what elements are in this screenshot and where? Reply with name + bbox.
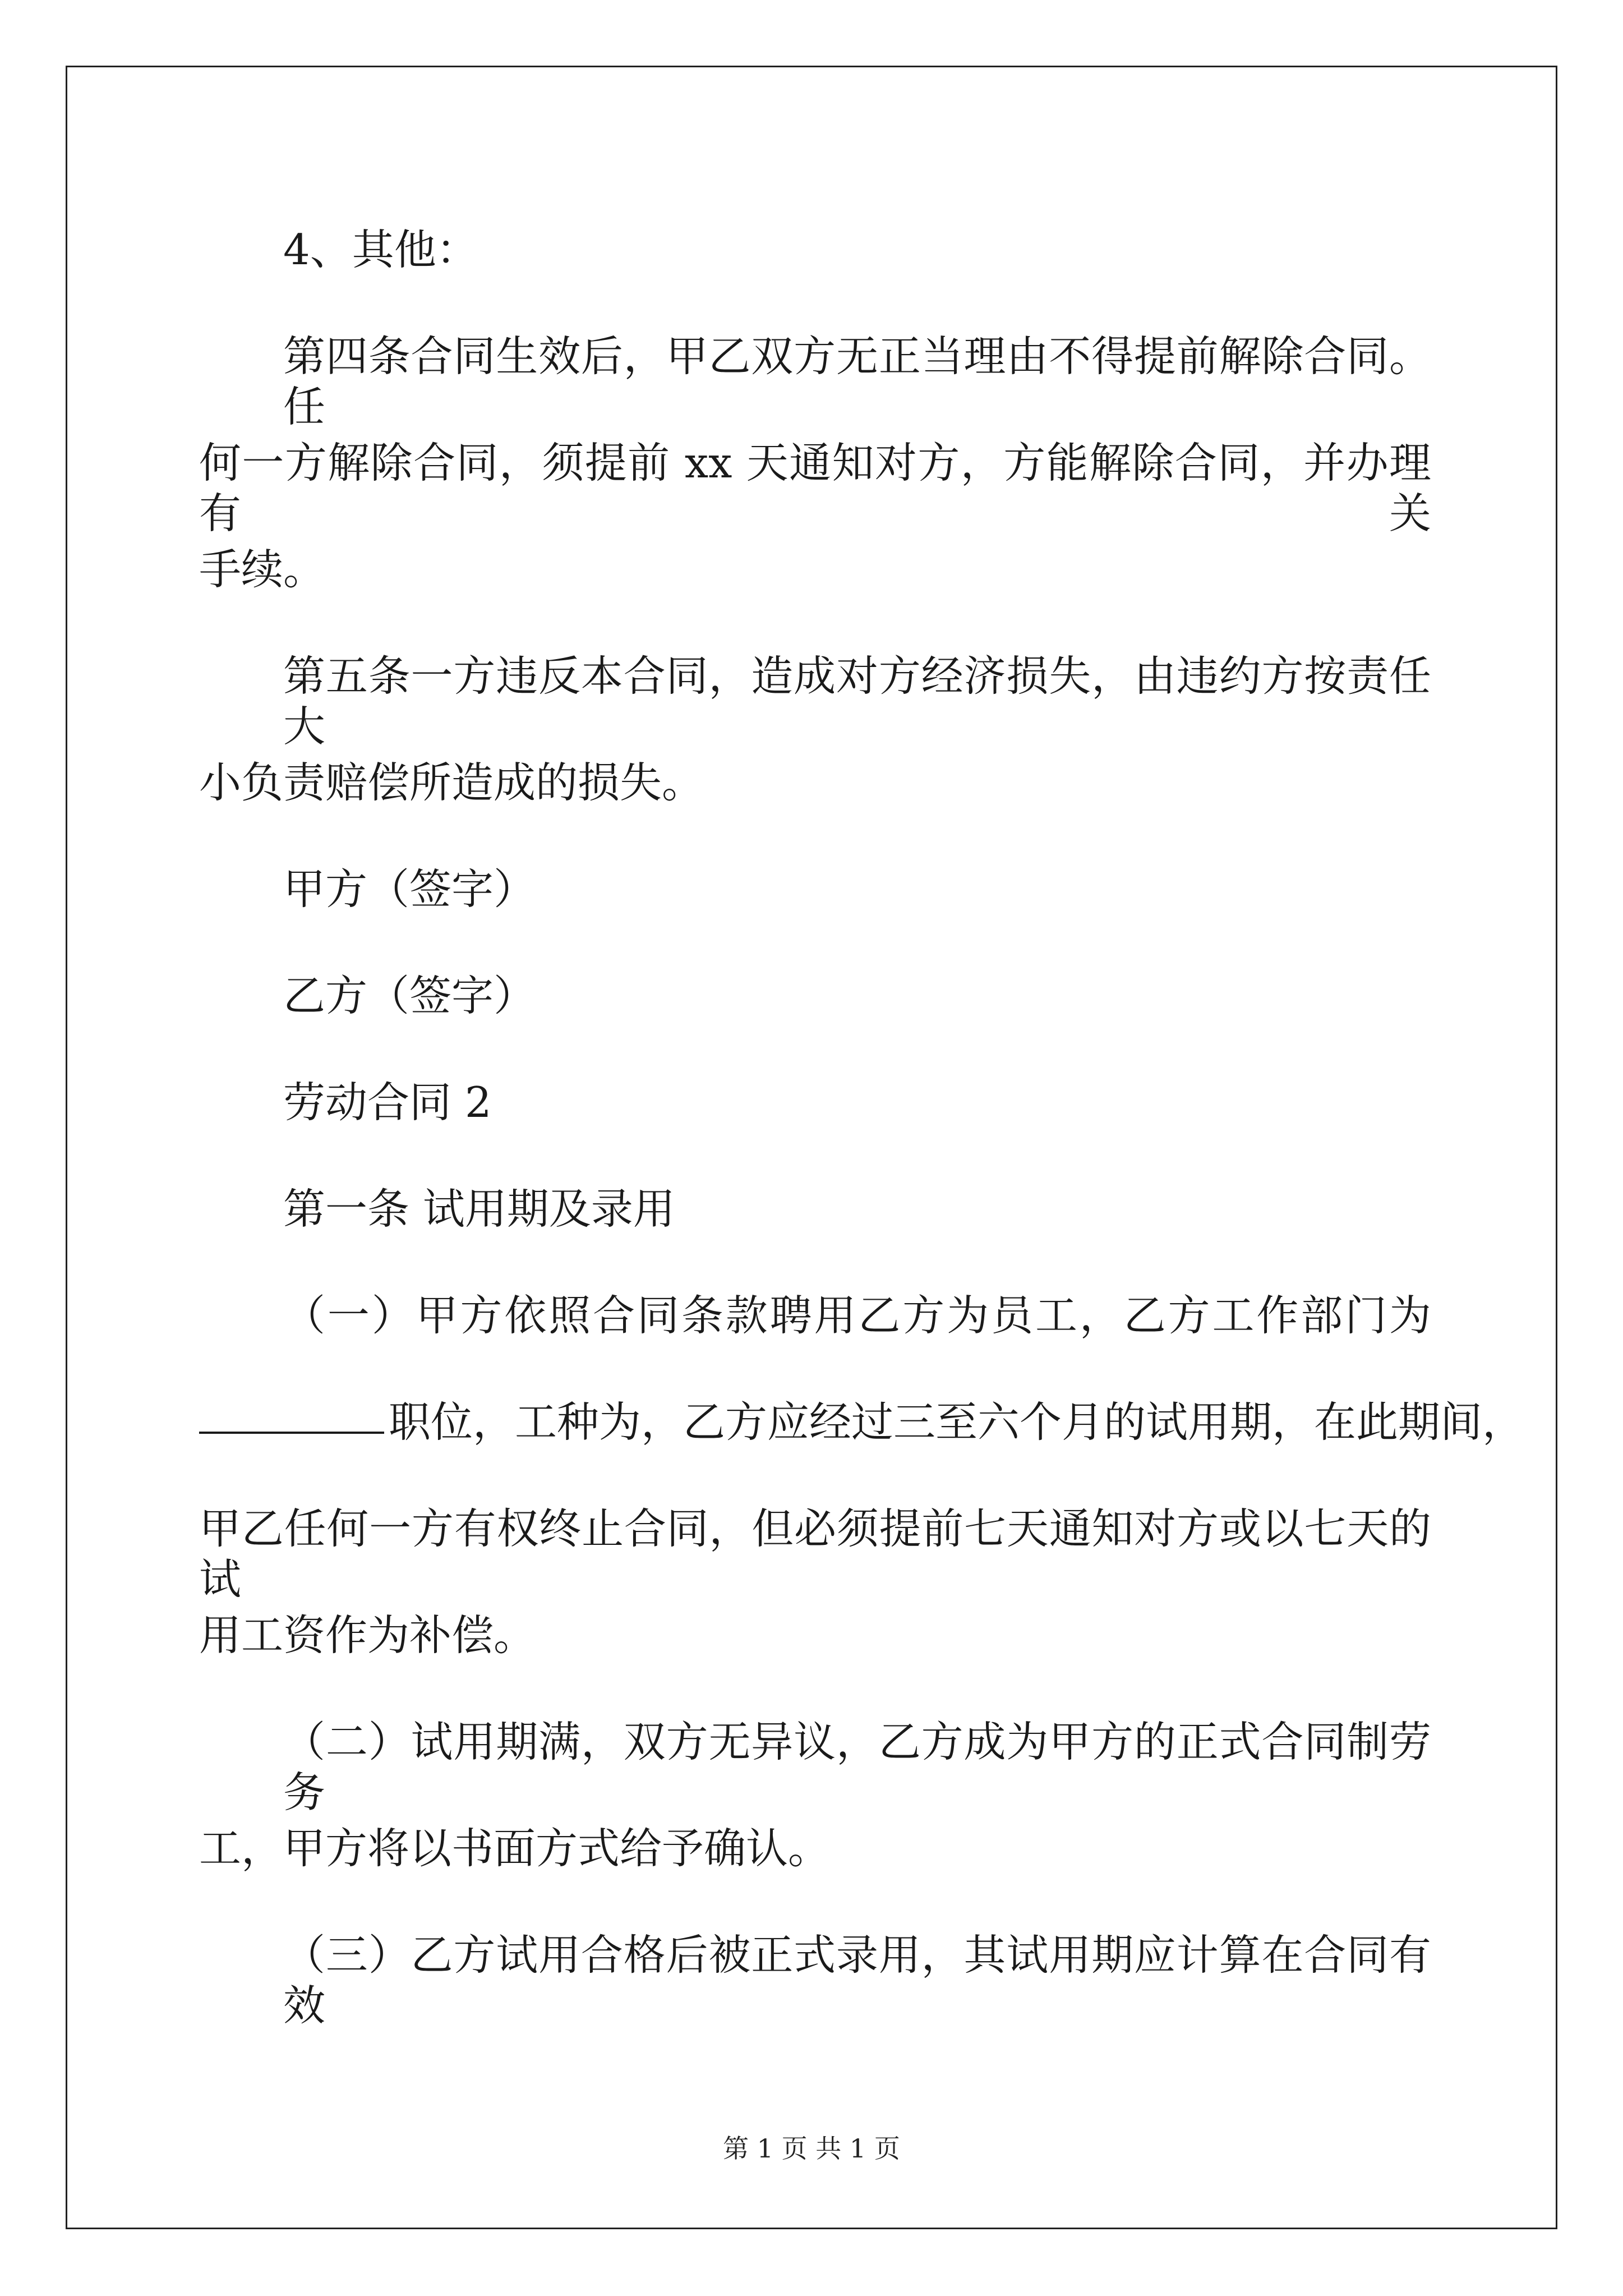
clause-1-line-2-text: 职位，工种为，乙方应经过三至六个月的试用期，在此期间， [389, 1397, 1525, 1447]
article-4-line-3: 手续。 [199, 545, 326, 594]
party-a-signature: 甲方（签字） [283, 864, 536, 914]
fill-in-blank [199, 1397, 384, 1434]
article-1-heading: 第一条 试用期及录用 [283, 1184, 675, 1234]
article-4-line-1: 第四条合同生效后，甲乙双方无正当理由不得提前解除合同。任 [283, 332, 1431, 431]
page-footer: 第 1 页 共 1 页 [723, 2133, 900, 2164]
clause-3-line-1: （三）乙方试用合格后被正式录用，其试用期应计算在合同有效 [283, 1930, 1431, 2030]
clause-1-line-4: 用工资作为补偿。 [199, 1611, 536, 1660]
article-5-line-2: 小负责赔偿所造成的损失。 [199, 758, 704, 807]
party-b-signature: 乙方（签字） [283, 971, 536, 1020]
clause-1-line-2 [0, 1397, 1623, 1447]
clause-1-line-3: 甲乙任何一方有权终止合同，但必须提前七天通知对方或以七天的试 [199, 1504, 1431, 1604]
article-5-line-1: 第五条一方违反本合同，造成对方经济损失，由违约方按责任大 [283, 651, 1431, 751]
clause-2-line-2: 工，甲方将以书面方式给予确认。 [199, 1824, 831, 1873]
article-4-line-2: 何一方解除合同，须提前 xx 天通知对方，方能解除合同，并办理有关 [199, 438, 1431, 538]
paragraph-other: 4、其他： [283, 225, 478, 274]
clause-2-line-1: （二）试用期满，双方无异议，乙方成为甲方的正式合同制劳务 [283, 1717, 1431, 1817]
clause-1-line-1: （一）甲方依照合同条款聘用乙方为员工，乙方工作部门为 [283, 1291, 1431, 1340]
contract-2-title: 劳动合同 2 [283, 1078, 492, 1127]
